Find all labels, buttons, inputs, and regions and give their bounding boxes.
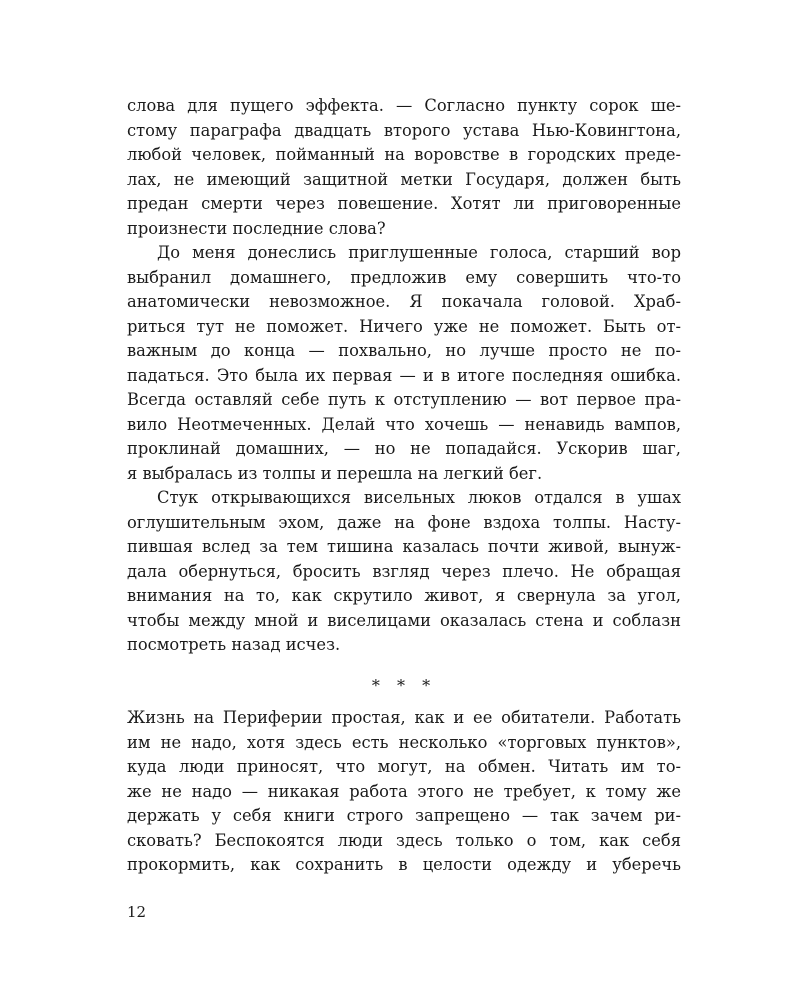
text-line: дала обернуться, бросить взгляд через плечо. Не обращая xyxy=(127,561,681,581)
text-line: Всегда оставляй себе путь к отступлению — вот первое пра- xyxy=(127,390,681,409)
text-line: любой человек, пойманный на воровстве в городских преде- xyxy=(127,145,681,164)
text-line: риться тут не поможет. Ничего уже не поможет. Быть от- xyxy=(127,316,681,336)
body-text-section-2 xyxy=(127,706,681,878)
text-line: держать у себя книги строго запрещено — так зачем ри- xyxy=(127,806,681,825)
text-line: Стук открывающихся висельных люков отдался в ушах xyxy=(157,488,681,507)
text-line: я выбралась из толпы и перешла на легкий бег. xyxy=(127,463,543,483)
text-line: важным до конца — похвально, но лучше просто не по- xyxy=(127,341,681,360)
body-text-section-1 xyxy=(127,94,681,658)
text-line: произнести последние слова? xyxy=(127,218,386,238)
text-line: оглушительным эхом, даже на фоне вздоха толпы. Насту- xyxy=(127,512,681,532)
paragraph xyxy=(127,94,681,241)
text-line: выбранил домашнего, предложив ему совершить что-то xyxy=(127,267,681,287)
text-line: лах, не имеющий защитной метки Государя, должен быть xyxy=(127,169,681,189)
text-line: же не надо — никакая работа этого не требует, к тому же xyxy=(127,781,681,801)
text-line: вило Неотмеченных. Делай что хочешь — ненавидь вампов, xyxy=(127,414,681,434)
section-separator: * * * xyxy=(371,676,437,695)
text-line: До меня донеслись приглушенные голоса, старший вор xyxy=(157,243,681,262)
text-line: пившая вслед за тем тишина казалась почти живой, вынуж- xyxy=(127,537,681,556)
text-line: сковать? Беспокоятся люди здесь только о том, как себя xyxy=(127,830,681,850)
text-line: предан смерти через повешение. Хотят ли приговоренные xyxy=(127,194,681,213)
paragraph xyxy=(127,706,681,878)
text-line: посмотреть назад исчез. xyxy=(127,635,341,654)
text-line: анатомически невозможное. Я покачала головой. Храб- xyxy=(127,292,681,311)
paragraph xyxy=(127,486,681,658)
text-line: Жизнь на Периферии простая, как и ее обитатели. Работать xyxy=(127,708,681,727)
text-line: слова для пущего эффекта. — Согласно пункту сорок ше- xyxy=(127,96,681,115)
text-line: падаться. Это была их первая — и в итоге последняя ошибка. xyxy=(127,365,681,385)
text-line: стому параграфа двадцать второго устава Нью-Ковингтона, xyxy=(127,120,681,140)
text-line: прокормить, как сохранить в целости одежду и уберечь xyxy=(127,855,681,874)
text-line: проклинай домашних, — но не попадайся. Ускорив шаг, xyxy=(127,439,681,458)
page-number: 12 xyxy=(127,903,147,921)
text-line: куда люди приносят, что могут, на обмен. Читать им то- xyxy=(127,757,681,776)
paragraph xyxy=(127,241,681,486)
text-line: им не надо, хотя здесь есть несколько «торговых пунктов», xyxy=(127,732,681,752)
text-line: чтобы между мной и виселицами оказалась стена и соблазн xyxy=(127,610,681,630)
text-line: внимания на то, как скрутило живот, я свернула за угол, xyxy=(127,586,681,605)
